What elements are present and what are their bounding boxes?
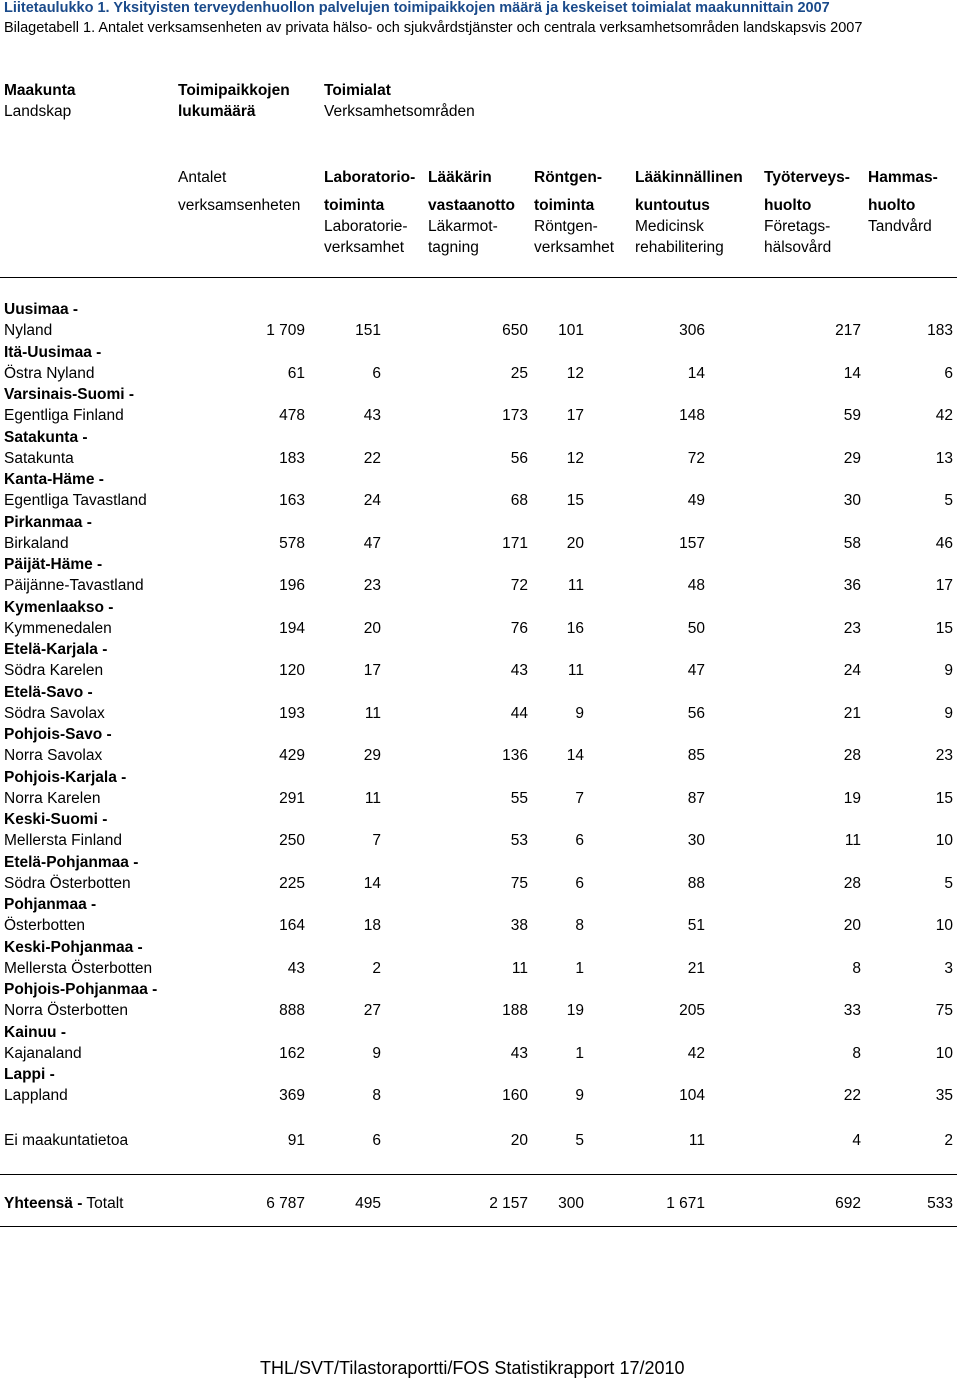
region-row-value-3: 160 — [502, 1087, 528, 1104]
region-name-fi: Pohjois-Savo - — [4, 726, 112, 743]
region-row-value-2: 27 — [363, 1002, 381, 1019]
unknown-row-value-6: 4 — [852, 1132, 861, 1149]
region-name-sv: Mellersta Finland — [4, 832, 123, 849]
region-row-value-4: 9 — [575, 705, 584, 722]
region-name-fi: Pohjois-Pohjanmaa - — [4, 981, 158, 998]
region-row-value-7: 35 — [935, 1087, 953, 1104]
region-row-value-1: 193 — [279, 705, 305, 722]
region-row-value-2: 22 — [363, 450, 381, 467]
region-row-value-6: 20 — [843, 917, 861, 934]
region-row-value-4: 7 — [575, 790, 584, 807]
column-header-7-line-1: Hammas- — [868, 169, 938, 186]
region-row-value-5: 14 — [687, 365, 705, 382]
region-row-value-3: 173 — [502, 407, 528, 424]
region-name-sv: Södra Savolax — [4, 705, 105, 722]
bottom-divider — [0, 1226, 957, 1227]
region-row-value-1: 164 — [279, 917, 305, 934]
caption-fi: Liitetaulukko 1. Yksityisten terveydenhuollon palvelujen toimipaikkojen määrä ja keskeiset toimialat maakunnittain 2007 — [4, 0, 830, 16]
region-row-value-7: 15 — [935, 790, 953, 807]
region-row-value-5: 306 — [679, 322, 705, 339]
region-row-value-2: 17 — [363, 662, 381, 679]
region-row-value-5: 48 — [687, 577, 705, 594]
header-divider — [0, 277, 957, 278]
region-name-sv: Mellersta Österbotten — [4, 960, 153, 977]
region-name-sv: Norra Karelen — [4, 790, 101, 807]
total-row-value-4: 300 — [558, 1195, 584, 1212]
region-name-fi: Itä-Uusimaa - — [4, 344, 102, 361]
region-row-value-6: 8 — [852, 1045, 861, 1062]
region-row-value-3: 53 — [510, 832, 528, 849]
region-row-value-6: 11 — [844, 832, 861, 849]
column-header-4-line-3: Röntgen- — [534, 218, 598, 235]
region-row-value-5: 47 — [687, 662, 705, 679]
region-row-value-3: 56 — [510, 450, 528, 467]
region-row-value-3: 55 — [510, 790, 528, 807]
region-name-fi: Kymenlaakso - — [4, 599, 114, 616]
region-row-value-4: 14 — [566, 747, 584, 764]
region-name-sv: Egentliga Finland — [4, 407, 124, 424]
region-name-fi: Päijät-Häme - — [4, 556, 103, 573]
region-row-value-1: 194 — [279, 620, 305, 637]
region-row-value-4: 1 — [575, 960, 584, 977]
column-header-7-line-2: huolto — [868, 197, 916, 214]
region-row-value-1: 369 — [279, 1087, 305, 1104]
total-label-fi: Yhteensä - — [4, 1195, 83, 1212]
region-row-value-1: 888 — [279, 1002, 305, 1019]
region-name-fi: Pirkanmaa - — [4, 514, 92, 531]
region-name-sv: Östra Nyland — [4, 365, 95, 382]
column-header-5-line-4: rehabilitering — [635, 239, 724, 256]
column-header-3-line-2: vastaanotto — [428, 197, 515, 214]
region-row-value-2: 11 — [364, 790, 381, 807]
region-name-fi: Satakunta - — [4, 429, 88, 446]
region-row-value-4: 17 — [566, 407, 584, 424]
region-name-sv: Kymmenedalen — [4, 620, 112, 637]
region-row-value-1: 225 — [279, 875, 305, 892]
region-row-value-3: 171 — [502, 535, 528, 552]
region-name-fi: Etelä-Savo - — [4, 684, 93, 701]
region-row-value-5: 51 — [687, 917, 705, 934]
region-row-value-4: 8 — [575, 917, 584, 934]
region-row-value-6: 36 — [843, 577, 861, 594]
region-row-value-3: 76 — [510, 620, 528, 637]
region-row-value-2: 6 — [372, 365, 381, 382]
column-header-7-line-3: Tandvård — [868, 218, 932, 235]
region-name-fi: Uusimaa - — [4, 301, 79, 318]
region-row-value-4: 101 — [558, 322, 584, 339]
region-row-value-1: 61 — [287, 365, 305, 382]
region-row-value-5: 21 — [687, 960, 705, 977]
region-row-value-1: 478 — [279, 407, 305, 424]
region-row-value-3: 43 — [510, 1045, 528, 1062]
region-row-value-5: 49 — [687, 492, 705, 509]
region-row-value-4: 1 — [575, 1045, 584, 1062]
footer-source: THL/SVT/Tilastoraportti/FOS Statistikrapport 17/2010 — [260, 1358, 685, 1378]
region-row-value-5: 85 — [687, 747, 705, 764]
region-row-value-2: 20 — [363, 620, 381, 637]
column-header-5-line-2: kuntoutus — [635, 197, 710, 214]
region-row-value-4: 20 — [566, 535, 584, 552]
region-row-value-2: 24 — [363, 492, 381, 509]
column-header-2-line-1: Laboratorio- — [324, 169, 416, 186]
region-row-value-1: 1 709 — [266, 322, 305, 339]
region-name-fi: Pohjanmaa - — [4, 896, 97, 913]
region-row-value-7: 5 — [944, 875, 953, 892]
column-header-6-line-2: huolto — [764, 197, 812, 214]
region-row-value-7: 5 — [944, 492, 953, 509]
region-name-fi: Keski-Pohjanmaa - — [4, 939, 143, 956]
region-row-value-6: 58 — [843, 535, 861, 552]
caption-sv: Bilagetabell 1. Antalet verksamsenheten av privata hälso- och sjukvårdstjänster och centrala verksamhetsområden landskapsvis 2007 — [4, 20, 863, 36]
region-row-value-7: 9 — [944, 662, 953, 679]
region-row-value-5: 72 — [687, 450, 705, 467]
region-name-sv: Birkaland — [4, 535, 69, 552]
region-name-fi: Keski-Suomi - — [4, 811, 108, 828]
total-label-sv: Totalt — [86, 1195, 124, 1212]
region-name-sv: Norra Österbotten — [4, 1002, 129, 1019]
column-header-4-line-2: toiminta — [534, 197, 595, 214]
region-name-sv: Nyland — [4, 322, 53, 339]
region-row-value-1: 250 — [279, 832, 305, 849]
region-name-fi: Pohjois-Karjala - — [4, 769, 127, 786]
region-row-value-5: 56 — [687, 705, 705, 722]
region-row-value-7: 23 — [935, 747, 953, 764]
region-row-value-5: 87 — [687, 790, 705, 807]
region-row-value-6: 14 — [843, 365, 861, 382]
header-toimipaikkojen: Toimipaikkojen — [178, 82, 290, 99]
region-row-value-7: 183 — [927, 322, 953, 339]
region-row-value-6: 217 — [835, 322, 861, 339]
region-row-value-6: 28 — [843, 875, 861, 892]
column-header-4-line-4: verksamhet — [534, 239, 615, 256]
region-name-fi: Etelä-Karjala - — [4, 641, 108, 658]
total-divider — [0, 1174, 957, 1175]
region-row-value-5: 88 — [687, 875, 705, 892]
region-row-value-3: 136 — [502, 747, 528, 764]
region-row-value-6: 29 — [843, 450, 861, 467]
region-row-value-6: 8 — [852, 960, 861, 977]
region-row-value-2: 14 — [363, 875, 381, 892]
region-row-value-7: 3 — [944, 960, 953, 977]
region-name-fi: Kainuu - — [4, 1024, 66, 1041]
region-row-value-5: 50 — [687, 620, 705, 637]
total-row-value-2: 495 — [355, 1195, 381, 1212]
region-row-value-1: 429 — [279, 747, 305, 764]
region-row-value-7: 46 — [935, 535, 953, 552]
unknown-row-value-1: 91 — [287, 1132, 305, 1149]
region-row-value-3: 44 — [510, 705, 528, 722]
region-row-value-4: 6 — [575, 875, 584, 892]
column-header-5-line-1: Lääkinnällinen — [635, 169, 743, 186]
region-row-value-1: 183 — [279, 450, 305, 467]
header-lukumaara: lukumäärä — [178, 103, 256, 120]
region-row-value-6: 21 — [843, 705, 861, 722]
region-row-value-6: 22 — [843, 1087, 861, 1104]
region-row-value-1: 291 — [279, 790, 305, 807]
header-maakunta: Maakunta — [4, 82, 76, 99]
region-row-value-7: 13 — [935, 450, 953, 467]
region-row-value-6: 28 — [843, 747, 861, 764]
column-header-3-line-1: Lääkärin — [428, 169, 492, 186]
region-row-value-4: 19 — [566, 1002, 584, 1019]
column-header-3-line-3: Läkarmot- — [428, 218, 498, 235]
column-header-3-line-4: tagning — [428, 239, 479, 256]
unknown-row-value-7: 2 — [944, 1132, 953, 1149]
unknown-row-label: Ei maakuntatietoa — [4, 1132, 129, 1149]
region-row-value-7: 10 — [935, 917, 953, 934]
region-row-value-2: 23 — [363, 577, 381, 594]
region-row-value-4: 9 — [575, 1087, 584, 1104]
region-row-value-3: 650 — [502, 322, 528, 339]
region-row-value-7: 15 — [935, 620, 953, 637]
header-toimialat: Toimialat — [324, 82, 391, 99]
column-header-5-line-3: Medicinsk — [635, 218, 704, 235]
region-row-value-6: 24 — [843, 662, 861, 679]
region-row-value-3: 188 — [502, 1002, 528, 1019]
region-row-value-4: 15 — [566, 492, 584, 509]
region-name-sv: Norra Savolax — [4, 747, 103, 764]
total-row-value-3: 2 157 — [489, 1195, 528, 1212]
column-header-1-line-2: verksamsenheten — [178, 197, 301, 214]
total-row-value-7: 533 — [927, 1195, 953, 1212]
region-row-value-6: 30 — [843, 492, 861, 509]
region-row-value-2: 18 — [363, 917, 381, 934]
region-row-value-7: 10 — [935, 832, 953, 849]
region-row-value-4: 6 — [575, 832, 584, 849]
column-header-6-line-1: Työterveys- — [764, 169, 850, 186]
region-name-fi: Lappi - — [4, 1066, 55, 1083]
region-name-fi: Varsinais-Suomi - — [4, 386, 135, 403]
region-row-value-2: 2 — [372, 960, 381, 977]
region-row-value-6: 33 — [843, 1002, 861, 1019]
region-row-value-1: 196 — [279, 577, 305, 594]
region-row-value-7: 6 — [944, 365, 953, 382]
region-name-sv: Södra Österbotten — [4, 875, 131, 892]
total-row-value-5: 1 671 — [666, 1195, 705, 1212]
column-header-6-line-4: hälsovård — [764, 239, 832, 256]
region-row-value-7: 75 — [935, 1002, 953, 1019]
region-name-sv: Österbotten — [4, 917, 85, 934]
region-row-value-3: 38 — [510, 917, 528, 934]
region-row-value-3: 68 — [510, 492, 528, 509]
region-row-value-1: 163 — [279, 492, 305, 509]
region-row-value-6: 59 — [843, 407, 861, 424]
region-row-value-7: 10 — [935, 1045, 953, 1062]
region-row-value-1: 120 — [279, 662, 305, 679]
region-row-value-5: 30 — [687, 832, 705, 849]
region-row-value-2: 29 — [363, 747, 381, 764]
region-row-value-4: 12 — [566, 450, 584, 467]
region-row-value-6: 23 — [843, 620, 861, 637]
column-header-2-line-2: toiminta — [324, 197, 385, 214]
header-landskap: Landskap — [4, 103, 72, 120]
region-row-value-1: 162 — [279, 1045, 305, 1062]
region-row-value-3: 72 — [510, 577, 528, 594]
region-row-value-3: 75 — [510, 875, 528, 892]
unknown-row-value-2: 6 — [372, 1132, 381, 1149]
region-row-value-3: 25 — [510, 365, 528, 382]
region-row-value-4: 16 — [566, 620, 584, 637]
unknown-row-value-5: 11 — [688, 1132, 705, 1149]
region-row-value-5: 42 — [687, 1045, 705, 1062]
region-row-value-2: 8 — [372, 1087, 381, 1104]
region-row-value-4: 12 — [566, 365, 584, 382]
region-row-value-7: 42 — [935, 407, 953, 424]
region-name-sv: Egentliga Tavastland — [4, 492, 147, 509]
column-header-1-line-1: Antalet — [178, 169, 227, 186]
region-row-value-2: 43 — [363, 407, 381, 424]
region-name-sv: Satakunta — [4, 450, 74, 467]
region-name-fi: Kanta-Häme - — [4, 471, 104, 488]
region-row-value-4: 11 — [567, 662, 584, 679]
region-row-value-2: 11 — [364, 705, 381, 722]
header-verksamhetsomraden: Verksamhetsområden — [324, 103, 475, 120]
column-header-6-line-3: Företags- — [764, 218, 831, 235]
region-row-value-5: 157 — [679, 535, 705, 552]
region-name-sv: Kajanaland — [4, 1045, 82, 1062]
region-row-value-4: 11 — [567, 577, 584, 594]
column-header-4-line-1: Röntgen- — [534, 169, 603, 186]
region-row-value-7: 17 — [935, 577, 953, 594]
region-row-value-2: 47 — [363, 535, 381, 552]
total-row-value-6: 692 — [835, 1195, 861, 1212]
region-row-value-1: 578 — [279, 535, 305, 552]
region-row-value-7: 9 — [944, 705, 953, 722]
region-name-sv: Södra Karelen — [4, 662, 104, 679]
region-row-value-2: 9 — [372, 1045, 381, 1062]
region-row-value-3: 43 — [510, 662, 528, 679]
total-row-value-1: 6 787 — [266, 1195, 305, 1212]
region-row-value-2: 7 — [372, 832, 381, 849]
region-row-value-3: 11 — [511, 960, 528, 977]
region-row-value-5: 104 — [679, 1087, 705, 1104]
region-row-value-2: 151 — [355, 322, 381, 339]
region-row-value-1: 43 — [287, 960, 305, 977]
region-name-sv: Lappland — [4, 1087, 68, 1104]
region-row-value-5: 205 — [679, 1002, 705, 1019]
region-name-fi: Etelä-Pohjanmaa - — [4, 854, 139, 871]
region-row-value-6: 19 — [843, 790, 861, 807]
unknown-row-value-4: 5 — [575, 1132, 584, 1149]
column-header-2-line-3: Laboratorie- — [324, 218, 408, 235]
region-name-sv: Päijänne-Tavastland — [4, 577, 144, 594]
total-row-label — [4, 1195, 123, 1213]
region-row-value-5: 148 — [679, 407, 705, 424]
column-header-2-line-4: verksamhet — [324, 239, 405, 256]
unknown-row-value-3: 20 — [510, 1132, 528, 1149]
